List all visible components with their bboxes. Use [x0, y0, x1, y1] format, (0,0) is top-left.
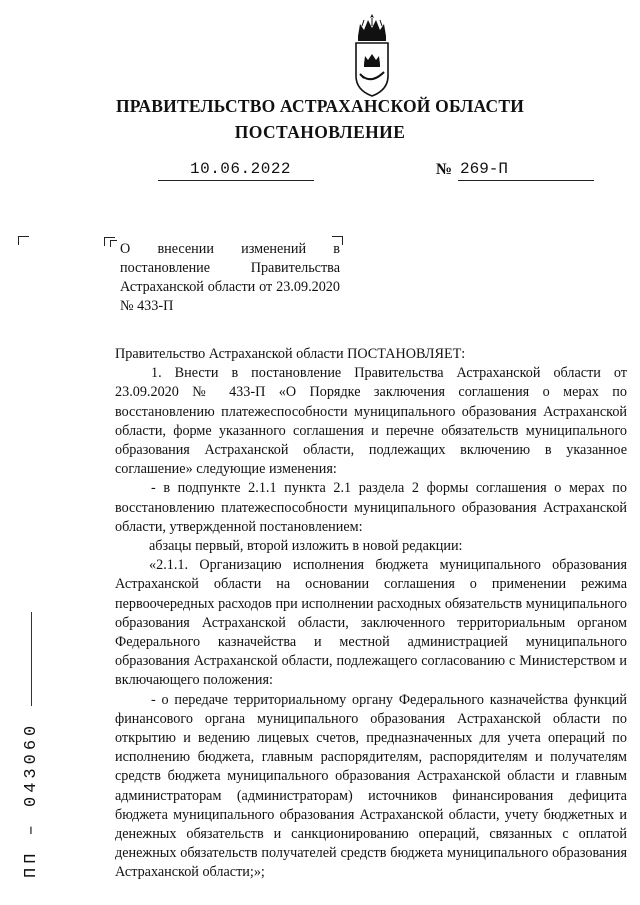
document-subject: О внесении изменений в постановление Правительства Астраханской области от 23.09.2020 № 433-П [120, 241, 340, 314]
corner-mark-subject-inner [110, 240, 117, 247]
number-underline [458, 180, 594, 181]
document-number: 269-П [460, 160, 509, 178]
paragraph-5: - о передаче территориальному органу Федерального казначейства функций финансового органа муниципального образования Астраханской области по открытию и ведению лицевых счетов, предназначенных для учета операций по исполнению бюджета, главным распорядителям, распорядителям и получателям средств бюджета муниципального образования Астраханской области и главным администраторам (администраторам) источников финансирования дефицита бюджета муниципального образования Астраханской области, учету бюджетных и денежных обязательств и санкционированию операций, связанных с оплатой денежных обязательств получателей средств бюджета муниципального образования Астраханской области;»; [115, 691, 627, 881]
document-date: 10.06.2022 [190, 160, 292, 178]
government-title: ПРАВИТЕЛЬСТВО АСТРАХАНСКОЙ ОБЛАСТИ [115, 96, 525, 116]
coat-of-arms-icon [348, 12, 396, 98]
date-underline [158, 180, 314, 181]
document-body [115, 345, 627, 883]
paragraph-2: - в подпункте 2.1.1 пункта 2.1 раздела 2 формы соглашения о мерах по восстановлению платежеспособности муниципального образования Астраханской области, утвержденной постановлением: [115, 480, 627, 535]
corner-mark-left [18, 236, 29, 245]
margin-line [31, 612, 32, 706]
document-type: ПОСТАНОВЛЕНИЕ [234, 122, 406, 142]
paragraph-1: 1. Внести в постановление Правительства Астраханской области от 23.09.2020 № 433-П «О Порядке заключения соглашения о мерах по восстановлению платежеспособности муниципального образования Астраханской области, форме указанного соглашения и перечне обязательств муниципального образования Астраханской области, подлежащих включению в указанное соглашение» следующие изменения: [115, 365, 627, 478]
paragraph-4: «2.1.1. Организацию исполнения бюджета муниципального образования Астраханской области на основании соглашения о применении режима первоочередных расходов при исполнении расходных обязательств муниципального образования Астраханской области, заключенного территориальным органом Федерального казначейства и местной администрацией муниципального образования Астраханской области, подлежащего согласованию с Министерством и включающего положения: [115, 557, 627, 689]
preamble: Правительство Астраханской области ПОСТАНОВЛЯЕТ: [115, 346, 466, 362]
number-label: № [436, 161, 453, 178]
registration-code: ПП – 043060 [22, 721, 41, 878]
paragraph-3: абзацы первый, второй изложить в новой редакции: [149, 538, 463, 555]
